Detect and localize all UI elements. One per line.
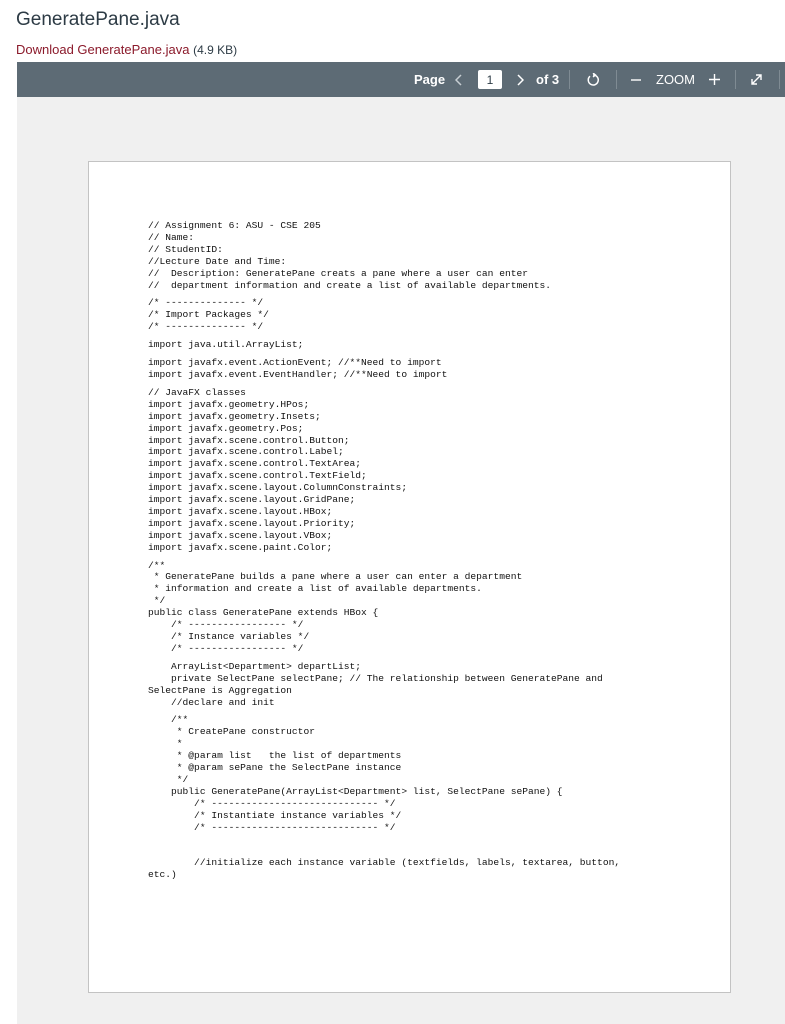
code-line: // Description: GeneratePane creats a pane where a user can enter: [148, 267, 528, 279]
code-line: ArrayList<Department> departList;: [148, 660, 362, 672]
rotate-icon: [586, 73, 600, 87]
download-link[interactable]: Download GeneratePane.java: [16, 42, 190, 57]
code-line: // JavaFX classes: [148, 386, 246, 398]
code-line: //declare and init: [148, 696, 275, 708]
toolbar-divider: [779, 70, 780, 89]
pdf-toolbar: [17, 62, 785, 97]
chevron-right-icon: [516, 74, 524, 86]
code-line: import javafx.scene.control.Button;: [148, 434, 350, 446]
code-line: import javafx.scene.layout.VBox;: [148, 529, 333, 541]
code-line: */: [148, 595, 166, 607]
rotate-button[interactable]: [586, 62, 600, 97]
code-line: /* -------------- */: [148, 297, 264, 309]
code-block: [148, 387, 620, 554]
code-line: *: [148, 738, 183, 750]
zoom-label: ZOOM: [656, 72, 695, 87]
code-line: // StudentID:: [148, 243, 223, 255]
code-line: * CreatePane constructor: [148, 726, 315, 738]
code-line: /* ----------------- */: [148, 642, 304, 654]
code-block: [148, 661, 620, 709]
file-size: (4.9 KB): [193, 43, 238, 57]
code-line: * @param sePane the SelectPane instance: [148, 762, 402, 774]
code-line: */: [148, 773, 189, 785]
code-line: // Assignment 6: ASU - CSE 205: [148, 220, 321, 231]
expand-icon: [750, 73, 763, 86]
code-block: [148, 857, 620, 881]
code-line: SelectPane is Aggregation: [148, 684, 292, 696]
code-line: import javafx.scene.control.TextField;: [148, 470, 367, 482]
code-line: import javafx.scene.paint.Color;: [148, 541, 333, 553]
code-block: [148, 714, 620, 833]
code-line: * information and create a list of available departments.: [148, 583, 482, 595]
code-block: [148, 840, 620, 852]
code-listing: [148, 220, 620, 881]
toolbar-divider: [616, 70, 617, 89]
code-line: /* ----------------------------- */: [148, 821, 396, 833]
code-line: * @param list the list of departments: [148, 750, 402, 762]
code-line: /* Instantiate instance variables */: [148, 809, 402, 821]
code-line: // Name:: [148, 231, 195, 243]
code-line: private SelectPane selectPane; // The relationship between GeneratePane and: [148, 672, 603, 684]
code-line: import javafx.scene.layout.ColumnConstraints;: [148, 482, 408, 494]
code-line: import javafx.geometry.HPos;: [148, 398, 310, 410]
code-line: /**: [148, 714, 189, 726]
fullscreen-button[interactable]: [750, 62, 763, 97]
toolbar-divider: [735, 70, 736, 89]
code-line: [148, 840, 620, 852]
code-block: [148, 339, 620, 351]
zoom-out-button[interactable]: [631, 62, 641, 97]
code-line: /* Instance variables */: [148, 631, 310, 642]
code-block: [148, 220, 620, 291]
zoom-in-button[interactable]: [709, 62, 720, 97]
code-line: etc.): [148, 869, 177, 881]
code-line: import javafx.event.EventHandler; //**Need to import: [148, 368, 448, 380]
page-label: Page: [414, 72, 446, 87]
code-block: [148, 297, 620, 333]
prev-page-button[interactable]: [455, 62, 463, 97]
page-total: of 3: [536, 72, 560, 87]
code-line: /* ----------------- */: [148, 619, 304, 631]
code-line: import javafx.scene.control.Label;: [148, 446, 344, 458]
code-line: import javafx.geometry.Pos;: [148, 422, 304, 434]
pdf-page: [88, 161, 731, 993]
code-line: import javafx.scene.layout.Priority;: [148, 517, 356, 529]
code-line: import javafx.event.ActionEvent; //**Need to import: [148, 357, 442, 369]
code-line: * GeneratePane builds a pane where a user can enter a department: [148, 571, 523, 583]
toolbar-divider: [569, 70, 570, 89]
file-title: GeneratePane.java: [16, 9, 180, 30]
code-block: [148, 357, 620, 381]
next-page-button[interactable]: [516, 62, 524, 97]
code-line: /* -------------- */: [148, 321, 264, 333]
code-block: [148, 560, 620, 655]
code-line: /* Import Packages */: [148, 309, 269, 321]
code-line: /* ----------------------------- */: [148, 797, 396, 809]
code-line: /**: [148, 559, 166, 571]
page-number-input[interactable]: 1: [478, 70, 502, 89]
minus-icon: [631, 75, 641, 85]
code-line: import javafx.geometry.Insets;: [148, 410, 321, 422]
chevron-left-icon: [455, 74, 463, 86]
code-line: import java.util.ArrayList;: [148, 339, 304, 351]
code-line: public GeneratePane(ArrayList<Department> list, SelectPane sePane) {: [148, 785, 563, 797]
code-line: // department information and create a list of available departments.: [148, 279, 552, 291]
download-line: [16, 42, 237, 57]
code-line: import javafx.scene.layout.HBox;: [148, 505, 333, 517]
plus-icon: [709, 74, 720, 85]
code-line: //initialize each instance variable (textfields, labels, textarea, button,: [148, 857, 621, 869]
code-line: public class GeneratePane extends HBox {: [148, 607, 379, 619]
code-line: import javafx.scene.control.TextArea;: [148, 458, 362, 470]
code-line: import javafx.scene.layout.GridPane;: [148, 494, 356, 506]
code-line: //Lecture Date and Time:: [148, 255, 287, 267]
document-viewer[interactable]: [17, 97, 785, 1024]
